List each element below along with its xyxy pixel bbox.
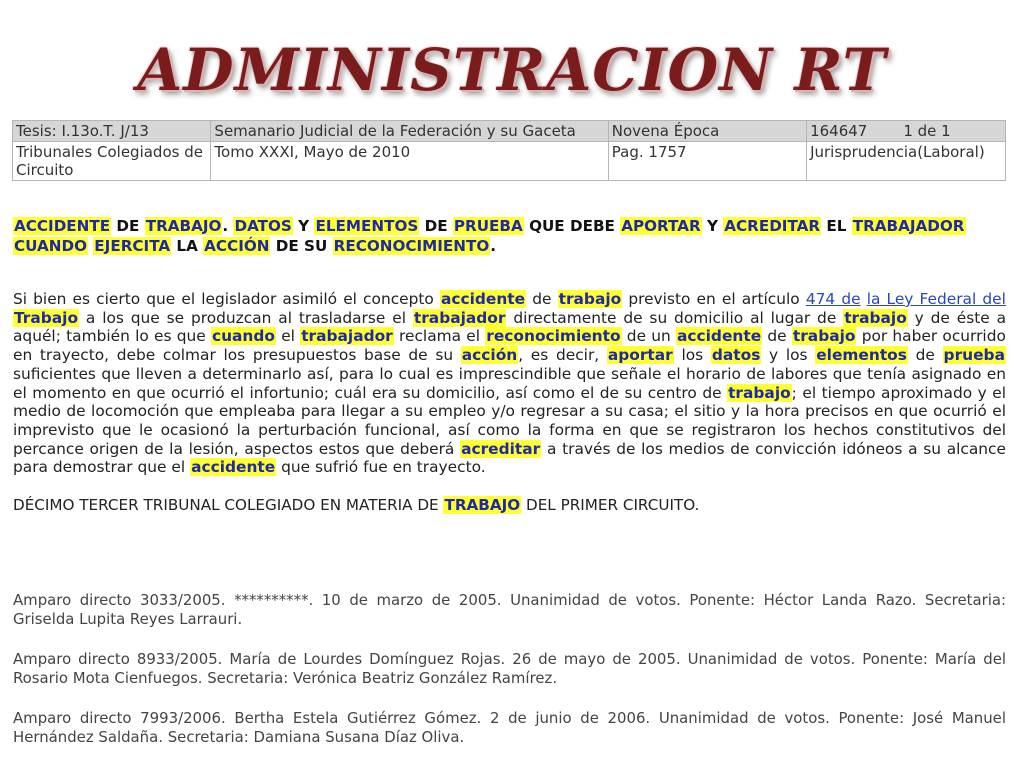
highlight-word: reconocimiento xyxy=(486,327,621,346)
highlight-word: datos xyxy=(711,346,761,365)
heading-text: QUE DEBE xyxy=(529,217,615,235)
body-text: de un xyxy=(626,327,671,346)
highlight-word: elementos xyxy=(816,346,907,365)
heading-text: LA xyxy=(176,237,198,255)
body-text: ; el tiempo aproximado y el medio de locomoción que empleaba para llegar a su empleo y/o regresar a su casa; el sitio y la hora precisos en que ocurrió el imprevisto que le ocasionó la perturbación funcional, así como la forma en que se registraron los hechos constitutivos del percance origen de la lesión, aspectos estos que deberá xyxy=(13,383,1006,458)
body-text: reclama el xyxy=(399,327,481,346)
highlight-word: trabajo xyxy=(792,327,856,346)
highlight-word: ACCIÓN xyxy=(204,237,270,255)
highlight-word: cuando xyxy=(211,327,275,346)
precedent-2: Amparo directo 8933/2005. María de Lourdes Domínguez Rojas. 26 de mayo de 2005. Unanimidad de votos. Ponente: María del Rosario Mota Cienfuegos. Secretaria: Verónica Beatriz González Ramírez. xyxy=(13,650,1006,687)
body-text: de xyxy=(915,346,935,365)
law-article-link[interactable]: 474 de xyxy=(805,290,861,308)
registry-cell xyxy=(807,121,1006,142)
body-text: Si bien es cierto que el legislador asimiló el concepto xyxy=(13,290,434,308)
body-text: por haber ocurrido en trayecto, debe colmar los presupuestos base de su xyxy=(13,327,1006,365)
highlight-word: Trabajo xyxy=(14,308,79,327)
thesis-number: Tesis: I.13o.T. J/13 xyxy=(13,121,211,142)
page-number: Pag. 1757 xyxy=(608,142,806,181)
precedent-1: Amparo directo 3033/2005. **********. 10 de marzo de 2005. Unanimidad de votos. Ponente: Héctor Landa Razo. Secretaria: Griselda Lupita Reyes Larrauri. xyxy=(13,591,1006,628)
epoch: Novena Época xyxy=(608,121,806,142)
metadata-row-1 xyxy=(13,121,1006,142)
court-text: DEL PRIMER CIRCUITO. xyxy=(526,496,700,514)
thesis-metadata-table xyxy=(12,120,1006,181)
highlight-word: aportar xyxy=(607,346,673,365)
heading-text: Y xyxy=(298,217,310,235)
highlight-word: accidente xyxy=(191,458,276,477)
body-text: de xyxy=(532,290,552,308)
highlight-word: ELEMENTOS xyxy=(315,217,419,235)
highlight-word: trabajador xyxy=(301,327,393,346)
registry-number: 164647 xyxy=(810,122,868,140)
precedent-3: Amparo directo 7993/2006. Bertha Estela Gutiérrez Gómez. 2 de junio de 2006. Unanimidad de votos. Ponente: José Manuel Hernández Saldaña. Secretaria: Damiana Susana Díaz Oliva. xyxy=(13,709,1006,746)
body-text: , es decir, xyxy=(518,346,600,365)
highlight-word: PRUEBA xyxy=(453,217,523,235)
body-text: y los xyxy=(769,346,808,365)
court-text: DÉCIMO TERCER TRIBUNAL COLEGIADO EN MATERIA DE xyxy=(13,496,439,514)
highlight-word: DATOS xyxy=(234,217,292,235)
thesis-heading xyxy=(13,216,1006,256)
highlight-word: acreditar xyxy=(461,439,541,458)
heading-text: Y xyxy=(706,217,718,235)
slide-title: ADMINISTRACION RT xyxy=(137,36,887,104)
issuing-court: Tribunales Colegiados de Circuito xyxy=(13,142,211,181)
body-text: el xyxy=(281,327,295,346)
heading-text: DE xyxy=(424,217,448,235)
highlight-word: trabajo xyxy=(844,308,907,327)
body-text: suficientes que lleven a determinarlo así, para lo cual es imprescindible que señale el horario de labores que tenía asignado en el momento en que ocurrió el infortunio; cuál era su domicilio, así como el de su centro de xyxy=(13,364,1006,402)
body-text: a los que se produzcan al trasladarse el xyxy=(85,308,406,327)
highlight-word: EJERCITA xyxy=(94,237,171,255)
highlight-word: acción xyxy=(461,346,518,365)
result-count: 1 de 1 xyxy=(903,122,951,140)
highlight-word: TRABAJO xyxy=(444,496,521,514)
body-text: que sufrió fue en trayecto. xyxy=(281,458,486,477)
source-publication: Semanario Judicial de la Federación y su Gaceta xyxy=(211,121,608,142)
volume: Tomo XXXI, Mayo de 2010 xyxy=(211,142,608,181)
issuing-court-line xyxy=(13,496,1006,515)
highlight-word: TRABAJO xyxy=(145,217,222,235)
highlight-word: CUANDO xyxy=(14,237,87,255)
highlight-word: TRABAJADOR xyxy=(852,217,965,235)
heading-text: EL xyxy=(826,217,847,235)
body-text: de xyxy=(767,327,787,346)
highlight-word: RECONOCIMIENTO xyxy=(333,237,490,255)
heading-text: . xyxy=(222,217,229,235)
body-text: y de éste a aquél; también lo es que xyxy=(13,308,1007,346)
highlight-word: APORTAR xyxy=(621,217,701,235)
highlight-word: ACREDITAR xyxy=(724,217,821,235)
thesis-type: Jurisprudencia(Laboral) xyxy=(807,142,1006,181)
highlight-word: ACCIDENTE xyxy=(14,217,111,235)
highlight-word: accidente xyxy=(440,290,526,308)
body-text: previsto en el artículo xyxy=(628,290,800,308)
heading-text: DE SU xyxy=(275,237,328,255)
federal-labor-law-link[interactable]: la Ley Federal del xyxy=(866,290,1006,308)
thesis-body xyxy=(13,290,1006,477)
heading-text: DE xyxy=(116,217,140,235)
metadata-row-2 xyxy=(13,142,1006,181)
highlight-word: trabajador xyxy=(413,308,506,327)
highlight-word: accidente xyxy=(677,327,762,346)
heading-text: . xyxy=(490,237,497,255)
highlight-word: prueba xyxy=(943,346,1005,365)
body-text: los xyxy=(681,346,704,365)
body-text: a través de los medios de convicción idóneos a su alcance para demostrar que el xyxy=(13,439,1006,477)
highlight-word: trabajo xyxy=(728,383,791,402)
highlight-word: trabajo xyxy=(558,290,622,308)
body-text: directamente de su domicilio al lugar de xyxy=(513,308,837,327)
